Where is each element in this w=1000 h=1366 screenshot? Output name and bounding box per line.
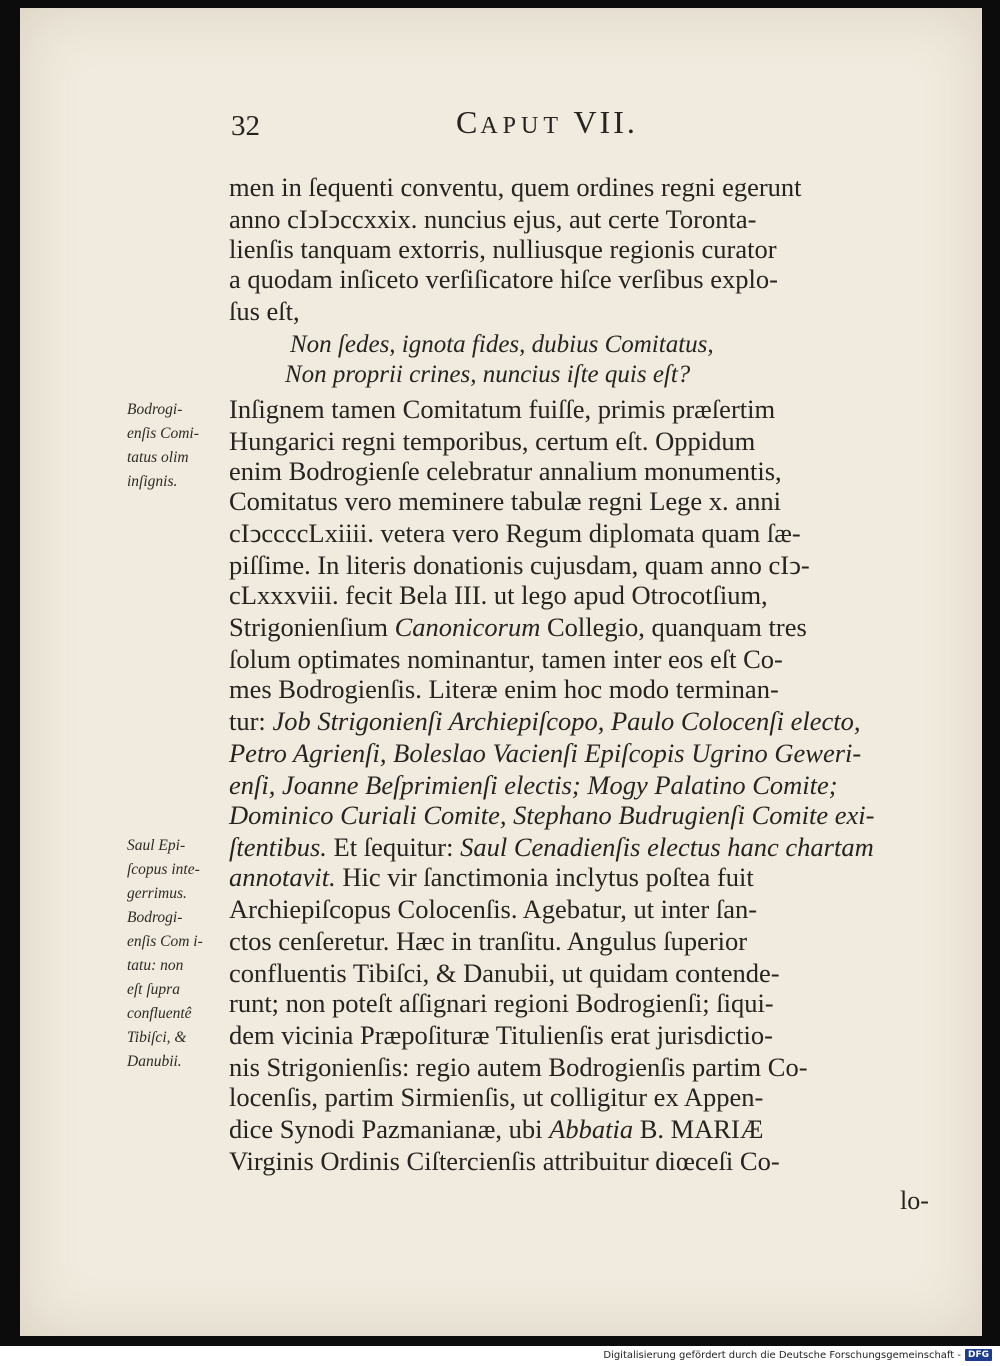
margin-note-line: enſis Comi- — [127, 425, 199, 442]
roman-span: cIↄccccLxiiii. vetera vero Regum diplomata quam ſæ- — [229, 518, 801, 548]
roman-span: piſſime. In literis donationis cujusdam, quam anno cIↄ- — [229, 550, 810, 580]
italic-span: Abbatia — [549, 1114, 634, 1144]
roman-span: cLxxxviii. fecit Bela III. ut lego apud Otrocotſium, — [229, 580, 768, 610]
italic-span: Petro Agrienſi, Boleslao Vacienſi Epiſcopis Ugrino Geweri- — [229, 738, 862, 768]
text-line — [229, 296, 300, 326]
roman-span: ſolum optimates nominantur, tamen inter eos eſt Co- — [229, 644, 783, 674]
text-line — [285, 360, 690, 390]
roman-span: dice Synodi Pazmanianæ, ubi — [229, 1114, 550, 1144]
text-line — [229, 770, 838, 800]
roman-span: anno cIↄIↄccxxix. nuncius ejus, aut certe Toronta- — [229, 204, 757, 234]
italic-span: annotavit. — [229, 862, 336, 892]
text-line — [229, 612, 807, 642]
book-page — [20, 8, 982, 1336]
roman-span: runt; non poteſt aſſignari regioni Bodrogienſi; ſiqui- — [229, 988, 774, 1018]
roman-span: nis Strigonienſis: regio autem Bodrogienſis partim Co- — [229, 1052, 808, 1082]
margin-note-line: enſis Com i- — [127, 933, 203, 950]
roman-span: enim Bodrogienſe celebratur annalium monumentis, — [229, 456, 782, 486]
text-line — [229, 926, 747, 956]
text-line — [229, 862, 754, 892]
italic-span: ſtentibus. — [229, 832, 327, 862]
text-line — [229, 426, 755, 456]
margin-note-line: Bodrogi- — [127, 909, 183, 926]
margin-note-line: Tibiſci, & — [127, 1029, 187, 1046]
italic-span: Dominico Curiali Comite, Stephano Budrugienſi Comite exi- — [229, 800, 875, 830]
running-head-initial: C — [456, 104, 481, 140]
italic-span: Job Strigonienſi Archiepiſcopo, Paulo Colocenſi electo, — [272, 706, 861, 736]
footer — [603, 1347, 992, 1363]
text-line — [229, 1082, 763, 1112]
roman-span: Non proprii crines, nuncius iſte quis eſt? — [285, 361, 691, 388]
roman-span: ctos cenſeretur. Hæc in tranſitu. Angulus ſuperior — [229, 926, 748, 956]
italic-span: enſi, Joanne Beſprimienſi electis; Mogy Palatino Comite; — [229, 770, 838, 800]
roman-span: Collegio, quanquam tres — [540, 612, 807, 642]
text-line — [229, 550, 810, 580]
roman-span: Archiepiſcopus Colocenſis. Agebatur, ut inter ſan- — [229, 894, 758, 924]
text-line — [229, 204, 756, 234]
text-line — [229, 486, 781, 516]
text-line — [229, 1146, 780, 1176]
text-line — [229, 958, 780, 988]
roman-span: men in ſequenti conventu, quem ordines regni egerunt — [229, 172, 802, 202]
catchword: lo- — [900, 1186, 929, 1215]
roman-span: Inſignem tamen Comitatum fuiſſe, primis præſertim — [229, 394, 776, 424]
roman-span: locenſis, partim Sirmienſis, ut colligitur ex Appen- — [229, 1082, 764, 1112]
margin-note-line: Danubii. — [127, 1053, 182, 1070]
footer-credit: Digitalisierung gefördert durch die Deutsche Forschungsgemeinschaft - — [603, 1349, 961, 1361]
margin-note-line: tatu: non — [127, 957, 184, 974]
text-line — [229, 234, 777, 264]
roman-span: dem vicinia Præpoſituræ Titulienſis erat jurisdictio- — [229, 1020, 773, 1050]
roman-span: B. MARIÆ — [633, 1114, 764, 1144]
text-line — [229, 1052, 808, 1082]
roman-span: Virginis Ordinis Ciſtercienſis attribuitur diœceſi Co- — [229, 1146, 780, 1176]
page-number: 32 — [231, 110, 260, 142]
dfg-logo: DFG — [965, 1349, 992, 1361]
margin-note-line: gerrimus. — [127, 885, 187, 902]
running-head-numeral: VII. — [573, 104, 638, 140]
roman-span: Hungarici regni temporibus, certum eſt. Oppidum — [229, 426, 756, 456]
text-line — [229, 394, 775, 424]
margin-note-line: eſt ſupra — [127, 981, 180, 998]
roman-span: tur: — [229, 706, 273, 736]
text-line — [229, 172, 802, 202]
text-line — [229, 738, 861, 768]
roman-span: lienſis tanquam extorris, nulliusque regionis curator — [229, 234, 777, 264]
text-line — [229, 580, 768, 610]
text-line — [229, 456, 782, 486]
margin-note-line: Saul Epi- — [127, 837, 186, 854]
margin-note-line: confluentê — [127, 1005, 192, 1022]
roman-span: Comitatus vero meminere tabulæ regni Lege x. anni — [229, 486, 781, 516]
roman-span: mes Bodrogienſis. Literæ enim hoc modo terminan- — [229, 674, 779, 704]
roman-span: Hic vir ſanctimonia inclytus poſtea fuit — [335, 862, 754, 892]
text-line — [229, 988, 774, 1018]
margin-note-line: tatus olim — [127, 449, 189, 466]
text-line — [290, 330, 714, 360]
text-line — [229, 264, 778, 294]
text-line — [229, 644, 783, 674]
margin-note-line: ſcopus inte- — [127, 861, 200, 878]
margin-note-line: Bodrogi- — [127, 401, 183, 418]
roman-span: Non ſedes, ignota fides, dubius Comitatus, — [290, 331, 714, 358]
running-head-word: APUT — [480, 113, 564, 139]
text-line — [229, 706, 860, 736]
text-line — [229, 518, 801, 548]
text-line — [229, 1020, 773, 1050]
text-line — [229, 894, 757, 924]
roman-span: ſus eſt, — [229, 296, 300, 326]
roman-span: Et ſequitur: — [326, 832, 461, 862]
roman-span: Strigonienſium — [229, 612, 395, 642]
running-head — [456, 104, 638, 141]
italic-span: Saul Cenadienſis electus hanc chartam — [460, 832, 874, 862]
text-line — [229, 832, 874, 862]
text-line — [229, 800, 875, 830]
margin-note-line: inſignis. — [127, 473, 178, 490]
italic-span: Canonicorum — [394, 612, 541, 642]
roman-span: a quodam inſiceto verſiſicatore hiſce verſibus explo- — [229, 264, 778, 294]
roman-span: confluentis Tibiſci, & Danubii, ut quidam contende- — [229, 958, 780, 988]
text-line — [229, 1114, 763, 1144]
text-line — [229, 674, 779, 704]
